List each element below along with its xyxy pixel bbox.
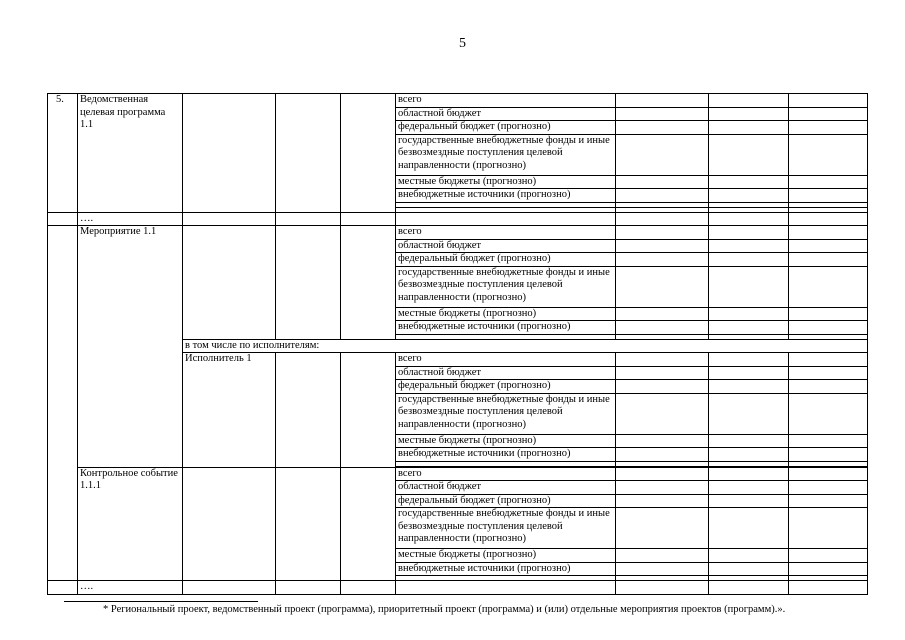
control-event-name: Контрольное событие 1.1.1 [78, 467, 183, 581]
footnote-divider [64, 601, 258, 602]
ellipsis-final: …. [78, 581, 183, 595]
source-state-funds: государственные внебюджетные фонды и иные безвозмездные поступления целевой направленности (прогнозно) [396, 134, 616, 175]
table-row: Контрольное событие 1.1.1 всего [48, 467, 868, 481]
table-row: Исполнитель 1 всего [48, 353, 868, 367]
table-row [48, 94, 868, 108]
ellipsis: …. [78, 212, 183, 226]
source-federal: федеральный бюджет (прогнозно) [396, 121, 616, 135]
executors-header: в том числе по исполнителям: [183, 339, 868, 353]
table-row: Мероприятие 1.1 всего [48, 226, 868, 240]
executor-name: Исполнитель 1 [183, 353, 276, 468]
program-name: Ведомственная целевая программа 1.1 [78, 94, 183, 213]
page-number: 5 [459, 36, 466, 51]
source-local: местные бюджеты (прогнозно) [396, 175, 616, 189]
budget-table: 5. Ведомственная целевая программа 1.1 всего областной бюджет федеральный бюджет (прогнозно) государственные внебюджетные фонды и иные безвозмездные поступления целевой направленности (прогнозно) местные бюджеты (прогнозно) внебюджетные источники (прогнозно) …. Мероприятие 1.1 всего областной бюджет федеральный бюджет (прогнозно) государственные внебюджетные фонды и иные безвозмездные поступления целевой направленности (прогнозно) местные бюджеты (прогнозно) внебюджетные источники (прогнозно) в том числе по исполнителям: Исполнитель 1 всего областной бюджет федеральный бюджет (прогнозно) государственные внебюджетные фонды и иные безвозмездные поступления целевой направленности (прогнозно) местные бюджеты (прогнозно) внебюджетные источники (прогнозно) Контрольное событие 1.1.1 всего областной бюджет федеральный бюджет (прогнозно) государственные внебюджетные фонды и иные безвозмездные поступления целевой направленности (прогнозно) местные бюджеты (прогнозно) внебюджетные источники (прогнозно) …. [47, 93, 868, 595]
event-name: Мероприятие 1.1 [78, 226, 183, 468]
source-total: всего [396, 94, 616, 108]
source-regional: областной бюджет [396, 107, 616, 121]
footnote: * Региональный проект, ведомственный проект (программа), приоритетный проект (программа) и (или) отдельные мероприятия проектов (программ).». [103, 604, 786, 615]
source-extra: внебюджетные источники (прогнозно) [396, 189, 616, 203]
table-row [48, 212, 868, 226]
table-row [48, 581, 868, 595]
program-number: 5. [48, 94, 78, 213]
